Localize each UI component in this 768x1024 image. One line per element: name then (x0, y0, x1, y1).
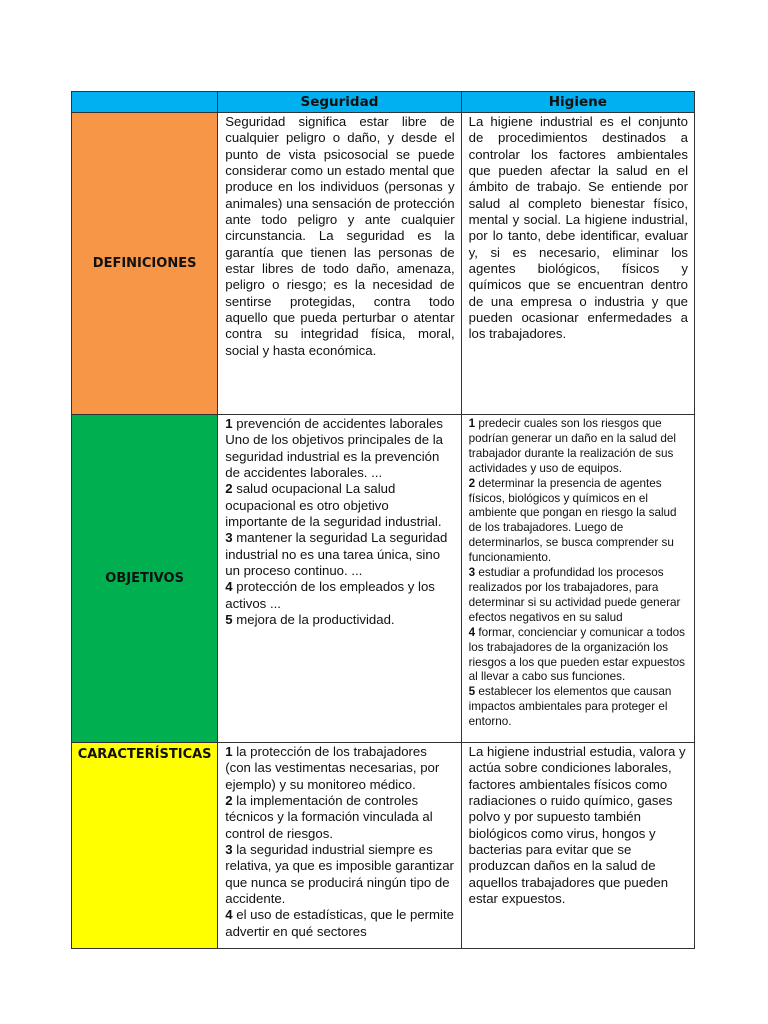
list-item: 3 estudiar a profundidad los procesos realizados por los trabajadores, para determinar si su actividad puede generar efectos negativos en su salud (468, 566, 681, 624)
definiciones-higiene: La higiene industrial es el conjunto de procedimientos destinados a controlar los factores ambientales que pueden afectar la salud en el ámbito de trabajo. Se entiende por salud al completo bienestar físico, mental y social. La higiene industrial, por lo tanto, debe identificar, evaluar y, si es necesario, eliminar los agentes biológicos, físicos y químicos que se encuentran dentro de una empresa o industria y que pueden ocasionar enfermedades a los trabajadores. (461, 113, 694, 415)
list-item: 1 predecir cuales son los riesgos que podrían generar un daño en la salud del trabajador durante la realización de sus actividades y uso de equipos. (468, 417, 676, 475)
header-empty (72, 92, 218, 113)
row-caracteristicas (72, 743, 695, 949)
list-item: 5 mejora de la productividad. (225, 612, 395, 628)
list-item: 2 salud ocupacional La salud ocupacional es otro objetivo importante de la seguridad industrial. (225, 481, 442, 530)
list-item: 2 determinar la presencia de agentes físicos, biológicos y químicos en el ambiente que pongan en riesgo la salud de los trabajadores. Luego de determinarlos, se busca comprender su funcionamiento. (468, 476, 677, 565)
header-seguridad: Seguridad (218, 92, 461, 113)
definiciones-seguridad: Seguridad significa estar libre de cualquier peligro o daño, y desde el punto de vista psicosocial se puede considerar como un estado mental que produce en los individuos (personas y animales) una sensación de protección ante todo peligro y ante cualquier circunstancia. La seguridad es la garantía que tienen las personas de estar libres de todo daño, amenaza, peligro o riesgo; es la necesidad de sentirse protegidas, contra todo aquello que pueda perturbar o atentar contra su integridad física, moral, social y hasta económica. (218, 113, 461, 415)
list-item: 4 protección de los empleados y los activos ... (225, 579, 435, 611)
comparison-table (71, 91, 695, 949)
row-definiciones (72, 113, 695, 415)
list-item: 2 la implementación de controles técnicos y la formación vinculada al control de riesgos. (225, 793, 433, 841)
list-item: 3 la seguridad industrial siempre es relativa, ya que es imposible garantizar que nunca se producirá ningún tipo de accidente. (225, 842, 454, 907)
header-row (72, 92, 695, 113)
list-item: 5 establecer los elementos que causan impactos ambientales para proteger el entorno. (468, 685, 672, 729)
row-label-objetivos: OBJETIVOS (72, 415, 218, 743)
list-item: 4 el uso de estadísticas, que le permite advertir en qué sectores (225, 907, 454, 939)
objetivos-seguridad (218, 415, 461, 743)
row-label-definiciones: DEFINICIONES (72, 113, 218, 415)
list-item: 4 formar, concienciar y comunicar a todos los trabajadores de la organización los riesgos a los que pueden estar expuestos al llevar a cabo sus funciones. (468, 625, 685, 684)
caracteristicas-higiene: La higiene industrial estudia, valora y actúa sobre condiciones laborales, factores ambientales físicos como radiaciones o ruido químico, gases polvo y por supuesto también biológicos como virus, hongos y bacterias para evitar que se produzcan daños en la salud de aquellos trabajadores que pueden estar expuestos. (461, 743, 694, 949)
row-label-caracteristicas: CARACTERÍSTICAS (72, 743, 218, 949)
header-higiene: Higiene (461, 92, 694, 113)
objetivos-higiene (461, 415, 694, 743)
row-objetivos (72, 415, 695, 743)
list-item: 1 prevención de accidentes laborales Uno de los objetivos principales de la seguridad industrial es la prevención de accidentes laborales. ... (225, 416, 443, 481)
list-item: 1 la protección de los trabajadores (con las vestimentas necesarias, por ejemplo) y su monitoreo médico. (225, 744, 440, 792)
list-item: 3 mantener la seguridad La seguridad industrial no es una tarea única, sino un proceso continuo. ... (225, 530, 448, 579)
caracteristicas-seguridad (218, 743, 461, 949)
